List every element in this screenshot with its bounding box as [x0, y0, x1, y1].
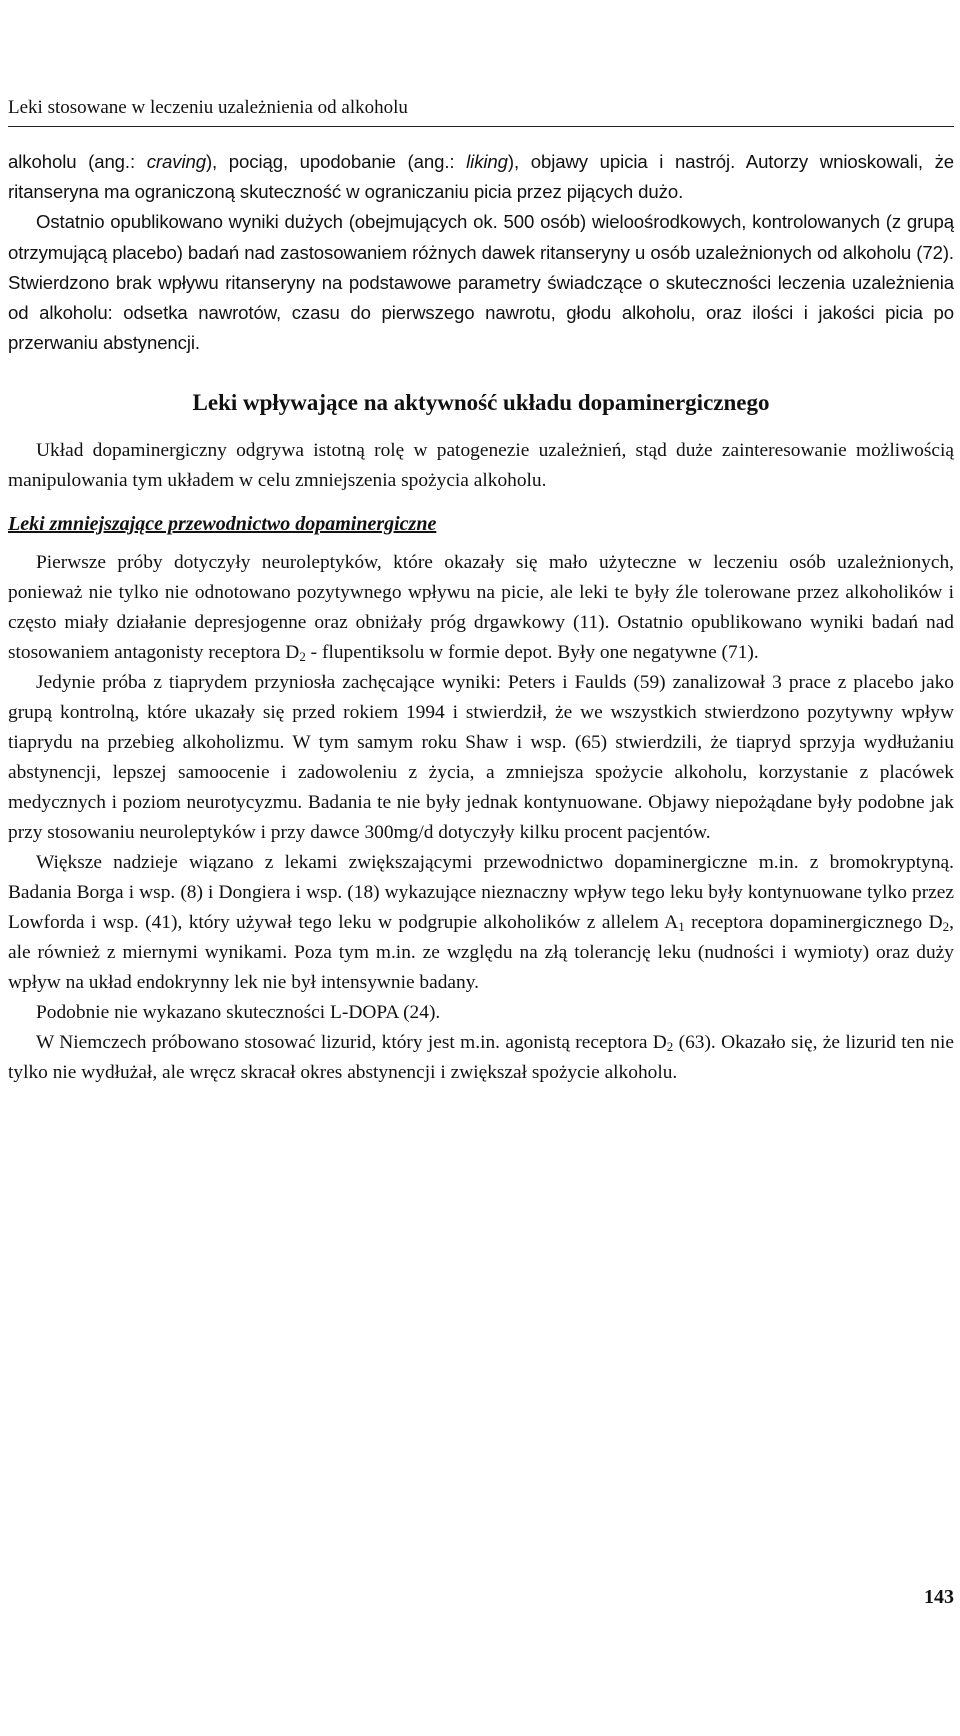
- page-number: 143: [924, 1586, 954, 1608]
- section-paragraph-1: Układ dopaminergiczny odgrywa istotną rolę w patogenezie uzależnień, stąd duże zainteresowanie możliwością manipulowania tym układem w celu zmniejszenia spożycia alkoholu.: [8, 440, 954, 492]
- subsection-paragraph-2: Jedynie próba z tiaprydem przyniosła zachęcające wyniki: Peters i Faulds (59) zanalizował 3 prace z placebo jako grupą kontrolną, które ukazały się przed rokiem 1994 i stwierdził, że we wszystkich stwierdzono pozytywny wpływ tiaprydu na przebieg alkoholizmu. W tym samym roku Shaw i wsp. (65) stwierdzili, że tiapryd sprzyja wydłużaniu abstynencji, lepszej samoocenie i zadowoleniu z życia, a zmniejsza spożycie alkoholu, korzystanie z placówek medycznych i poziom neurotycyzmu. Badania te nie były jednak kontynuowane. Objawy niepożądane były podobne jak przy stosowaniu neuroleptyków i przy dawce 300mg/d dotyczyły kilku procent pacjentów.: [8, 672, 954, 844]
- subsection-paragraph-5: W Niemczech próbowano stosować lizurid, który jest m.in. agonistą receptora $D_2$ (63). Okazało się, że lizurid ten nie tylko nie wydłużał, ale wręcz skracał okres abstynencji i zwiększał spożycie alkoholu.: [8, 1032, 954, 1084]
- intro-paragraph-2: Ostatnio opublikowano wyniki dużych (obejmujących ok. 500 osób) wieloośrodkowych, kontrolowanych (z grupą otrzymującą placebo) badań nad zastosowaniem różnych dawek ritanseryny u osób uzależnionych od alkoholu (72). Stwierdzono brak wpływu ritanseryny na podstawowe parametry świadczące o skuteczności leczenia uzależnienia od alkoholu: odsetka nawrotów, czasu do pierwszego nawrotu, głodu alkoholu, oraz ilości i jakości picia po przerwaniu abstynencji.: [8, 211, 954, 354]
- running-header: Leki stosowane w leczeniu uzależnienia od alkoholu: [8, 96, 954, 127]
- page: [8, 96, 954, 1088]
- subsection-paragraph-1: Pierwsze próby dotyczyły neuroleptyków, które okazały się mało użyteczne w leczeniu osób uzależnionych, ponieważ nie tylko nie odnotowano pozytywnego wpływu na picie, ale leki te były źle tolerowane przez alkoholików i często miały działanie depresjogenne oraz obniżały próg drgawkowy (11). Ostatnio opublikowano wyniki badań nad stosowaniem antagonisty receptora $D_2$ - flupentiksolu w formie depot. Były one negatywne (71).: [8, 552, 954, 665]
- subsection-paragraph-3: Większe nadzieje wiązano z lekami zwiększającymi przewodnictwo dopaminergiczne m.in. z bromokryptyną. Badania Borga i wsp. (8) i Dongiera i wsp. (18) wykazujące nieznaczny wpływ tego leku były kontynuowane tylko przez Lowforda i wsp. (41), który używał tego leku w podgrupie alkoholików z allelem $A_1$ receptora dopaminergicznego $D_2$, ale również z miernymi wynikami. Poza tym m.in. ze względu na złą tolerancję leku (nudności i wymioty) oraz duży wpływ na układ endokrynny lek nie był intensywnie badany.: [8, 852, 954, 994]
- intro-paragraph-1: alkoholu (ang.: craving), pociąg, upodobanie (ang.: liking), objawy upicia i nastrój. Autorzy wnioskowali, że ritanseryna ma ograniczoną skuteczność w ograniczaniu picia przez pijących dużo.: [8, 151, 955, 203]
- subsection-heading: Leki zmniejszające przewodnictwo dopaminergiczne: [8, 513, 437, 536]
- subsection-paragraph-4: Podobnie nie wykazano skuteczności L-DOPA (24).: [36, 1002, 441, 1024]
- section-heading: Leki wpływające na aktywność układu dopaminergicznego: [192, 390, 770, 416]
